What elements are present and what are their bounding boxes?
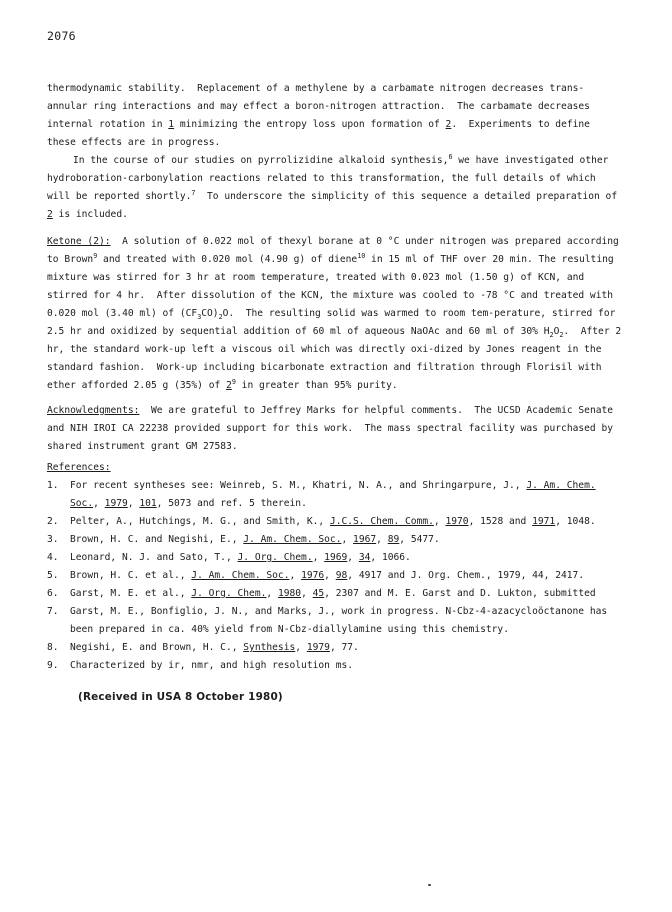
reference-number: 9. [47,660,59,671]
page-number: 2076 [47,29,76,43]
reference-number: 5. [47,570,59,581]
acknowledgments [47,402,623,456]
reference-text: Garst, M. E. et al., J. Org. Chem., 1980, 45, 2307 and M. E. Garst and D. Lukton, submitted [70,588,596,599]
second-paragraph: In the course of our studies on pyrrolizidine alkaloid synthesis,$^6$ we have investigated other hydroboration-carbonylation reactions related to this transformation, the full details of which will be reported shortly.$^7$ To underscore the simplicity of this sequence a detailed preparation of 2 is included. [47,152,623,220]
references-section [47,459,623,675]
reference-text: Negishi, E. and Brown, H. C., Synthesis, 1979, 77. [70,642,359,653]
references-heading: References: [47,462,111,473]
acknowledgments-text: Acknowledgments: We are grateful to Jeffrey Marks for helpful comments. The UCSD Academic Senate and NIH IROI CA 22238 provided support for this work. The mass spectral facility was purchased by shared instrument grant GM 27583. [47,405,619,452]
reference-item [47,585,623,603]
scan-speck [428,884,431,886]
reference-item [47,549,623,567]
reference-item [47,639,623,657]
reference-number: 6. [47,588,59,599]
reference-text: Pelter, A., Hutchings, M. G., and Smith, K., J.C.S. Chem. Comm., 1970, 1528 and 1971, 1048. [70,516,596,527]
reference-text: Characterized by ir, nmr, and high resolution ms. [70,660,354,671]
reference-text: Brown, H. C. and Negishi, E., J. Am. Chem. Soc., 1967, 89, 5477. [70,534,440,545]
reference-item [47,657,623,675]
intro-text: thermodynamic stability. Replacement of a methylene by a carbamate nitrogen decreases trans-annular ring interactions and may effect a boron-nitrogen attraction. The carbamate decreases internal rotation in 1 minimizing the entropy loss upon formation of 2. Experiments to define these effects are in progress. [47,83,596,148]
ketone-label: Ketone (2): [47,236,111,247]
reference-number: 3. [47,534,59,545]
reference-number: 1. [47,480,59,491]
reference-number: 7. [47,606,59,617]
reference-text: Garst, M. E., Bonfiglio, J. N., and Marks, J., work in progress. N-Cbz-4-azacycloöctanone has been prepared in ca. 40% yield from N-Cbz-diallylamine using this chemistry. [70,606,608,635]
reference-number: 8. [47,642,59,653]
references-list [47,477,623,675]
reference-text: Brown, H. C. et al., J. Am. Chem. Soc., 1976, 98, 4917 and J. Org. Chem., 1979, 44, 2417. [70,570,585,581]
ketone-procedure [47,233,627,395]
acknowledgments-label: Acknowledgments: [47,405,140,416]
reference-item [47,531,623,549]
reference-item [47,567,623,585]
reference-text: Leonard, N. J. and Sato, T., J. Org. Chem., 1969, 34, 1066. [70,552,411,563]
reference-item [47,603,623,639]
reference-number: 2. [47,516,59,527]
reference-item [47,477,623,513]
received-date: (Received in USA 8 October 1980) [78,691,283,703]
ketone-text: Ketone (2): A solution of 0.022 mol of thexyl borane at 0 °C under nitrogen was prepared according to Brown$^9$ and treated with 0.020 mol (4.90 g) of diene$^{10}$ in 15 ml of THF over 20 min. The resulting mixture was stirred for 3 hr at room temperature, treated with 0.023 mol (1.50 g) of KCN, and stirred for 4 hr. After dissolution of the KCN, the mixture was cooled to -78 °C and treated with 0.020 mol (3.40 ml) of $(CF_3CO)_2O$. The resulting solid was warmed to room tem-perature, stirred for 2.5 hr and oxidized by sequential addition of 60 ml of aqueous NaOAc and 60 ml of 30% $H_2O_2$. After 2 hr, the standard work-up left a viscous oil which was directly oxi-dized by Jones reagent in the standard fashion. Work-up including bicarbonate extraction and filtration through Florisil with ether afforded 2.05 g (35%) of $2^9$ in greater than 95% purity. [47,236,627,391]
intro-paragraph [47,80,623,224]
reference-number: 4. [47,552,59,563]
reference-item [47,513,623,531]
reference-text: For recent syntheses see: Weinreb, S. M., Khatri, N. A., and Shringarpure, J., J. Am. Chem. Soc., 1979, 101, 5073 and ref. 5 therein. [70,480,596,509]
